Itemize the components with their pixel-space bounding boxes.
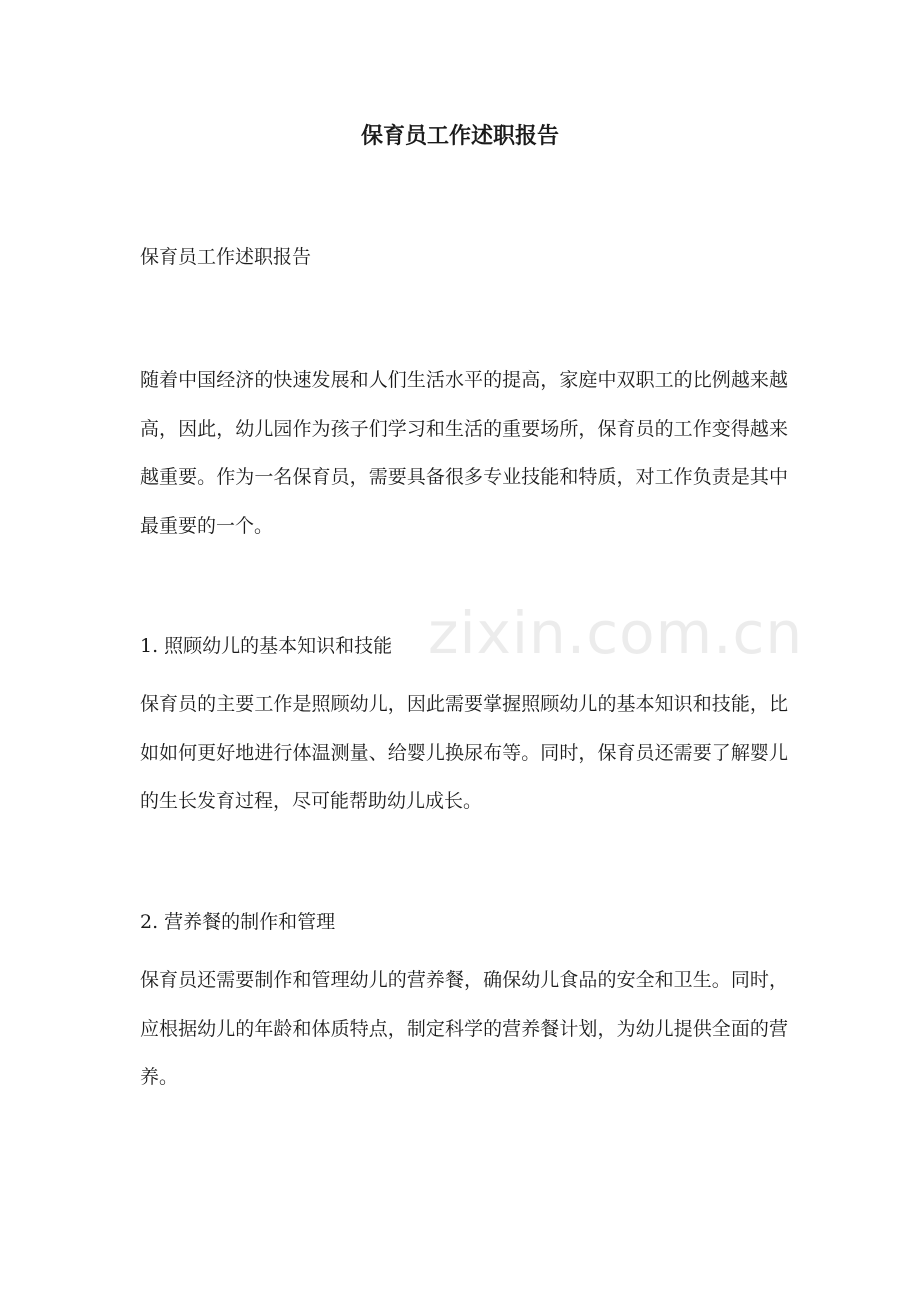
document-subtitle: 保育员工作述职报告 [140,246,312,268]
section-body-2: 保育员还需要制作和管理幼儿的营养餐，确保幼儿食品的安全和卫生。同时，应根据幼儿的年龄和体质特点，制定科学的营养餐计划，为幼儿提供全面的营养。 [140,969,788,1088]
document-title: 保育员工作述职报告 [360,123,559,149]
watermark: zixin.com.cn [428,599,804,667]
section-body-1: 保育员的主要工作是照顾幼儿，因此需要掌握照顾幼儿的基本知识和技能，比如如何更好地进行体温测量、给婴儿换尿布等。同时，保育员还需要了解婴儿的生长发育过程，尽可能帮助幼儿成长。 [140,693,788,812]
intro-paragraph: 随着中国经济的快速发展和人们生活水平的提高，家庭中双职工的比例越来越高，因此，幼儿园作为孩子们学习和生活的重要场所，保育员的工作变得越来越重要。作为一名保育员，需要具备很多专业技能和特质，对工作负责是其中最重要的一个。 [140,369,788,537]
section-heading-1: 1. 照顾幼儿的基本知识和技能 [140,635,393,657]
section-heading-2: 2. 营养餐的制作和管理 [140,911,336,933]
